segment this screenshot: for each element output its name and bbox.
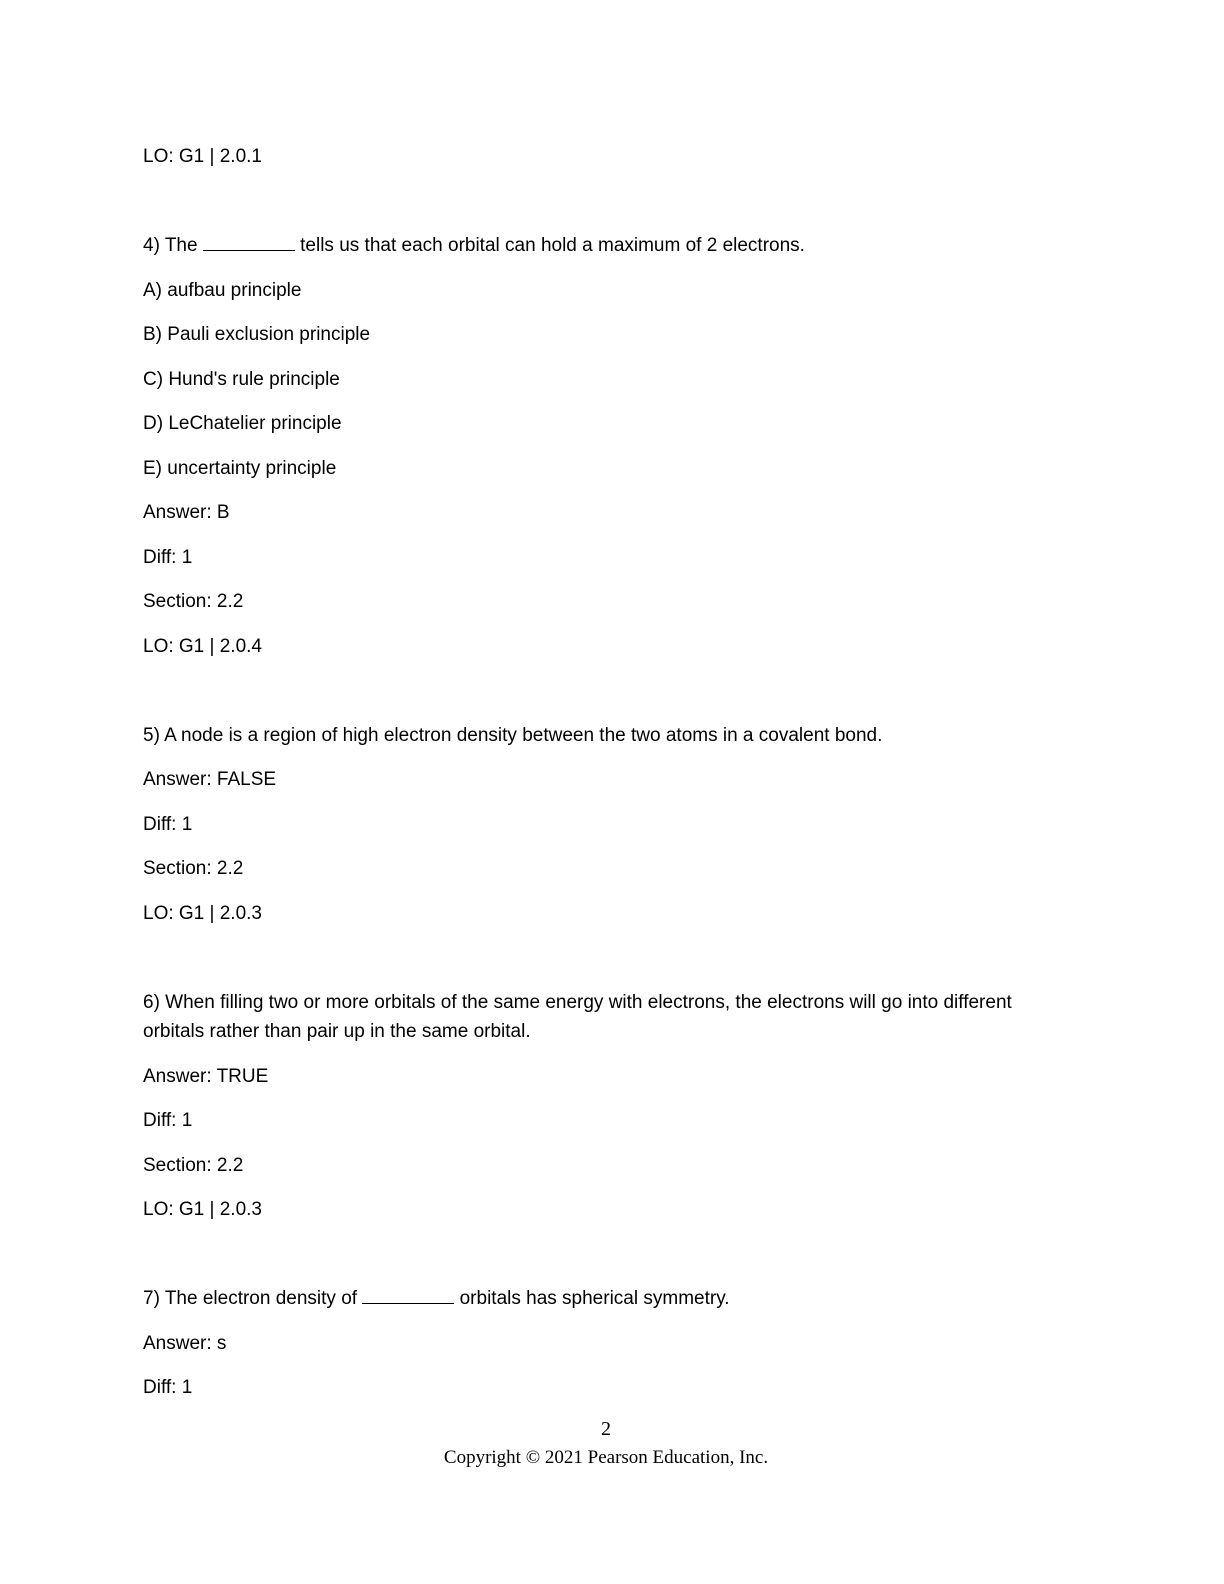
q4-stem	[143, 231, 805, 260]
q4-stem-start: 4) The	[143, 235, 203, 256]
page-number: 2	[601, 1418, 611, 1440]
q7-stem-start: 7) The electron density of	[143, 1288, 363, 1309]
q4-option-e: E) uncertainty principle	[143, 458, 337, 479]
q4-option-c: C) Hund's rule principle	[143, 369, 340, 390]
q4-option-a: A) aufbau principle	[143, 280, 302, 301]
q6-diff: Diff: 1	[143, 1110, 193, 1131]
q7-answer: Answer: s	[143, 1333, 227, 1354]
q7-stem-end: orbitals has spherical symmetry.	[454, 1288, 730, 1309]
q4-option-b: B) Pauli exclusion principle	[143, 324, 371, 345]
q4-lo: LO: G1 | 2.0.4	[143, 636, 263, 657]
q7-stem	[143, 1284, 730, 1313]
q7-diff: Diff: 1	[143, 1377, 193, 1398]
q4-stem-end: tells us that each orbital can hold a maximum of 2 electrons.	[294, 235, 805, 256]
fill-in-blank	[203, 232, 295, 251]
q4-option-d: D) LeChatelier principle	[143, 413, 342, 434]
q6-lo: LO: G1 | 2.0.3	[143, 1199, 263, 1220]
q4-diff: Diff: 1	[143, 547, 193, 568]
q5-section: Section: 2.2	[143, 858, 244, 879]
q5-stem: 5) A node is a region of high electron density between the two atoms in a covalent bond.	[143, 725, 883, 746]
q6-section: Section: 2.2	[143, 1155, 244, 1176]
q3-lo: LO: G1 | 2.0.1	[143, 146, 263, 167]
q6-stem: 6) When filling two or more orbitals of the same energy with electrons, the electrons will go into different orbitals rather than pair up in the same orbital.	[143, 992, 1012, 1042]
q4-section: Section: 2.2	[143, 591, 244, 612]
q5-lo: LO: G1 | 2.0.3	[143, 903, 263, 924]
q5-answer: Answer: FALSE	[143, 769, 277, 790]
copyright-notice: Copyright © 2021 Pearson Education, Inc.	[443, 1447, 769, 1468]
fill-in-blank	[362, 1285, 454, 1304]
q5-diff: Diff: 1	[143, 814, 193, 835]
q4-answer: Answer: B	[143, 502, 230, 523]
q6-answer: Answer: TRUE	[143, 1066, 269, 1087]
